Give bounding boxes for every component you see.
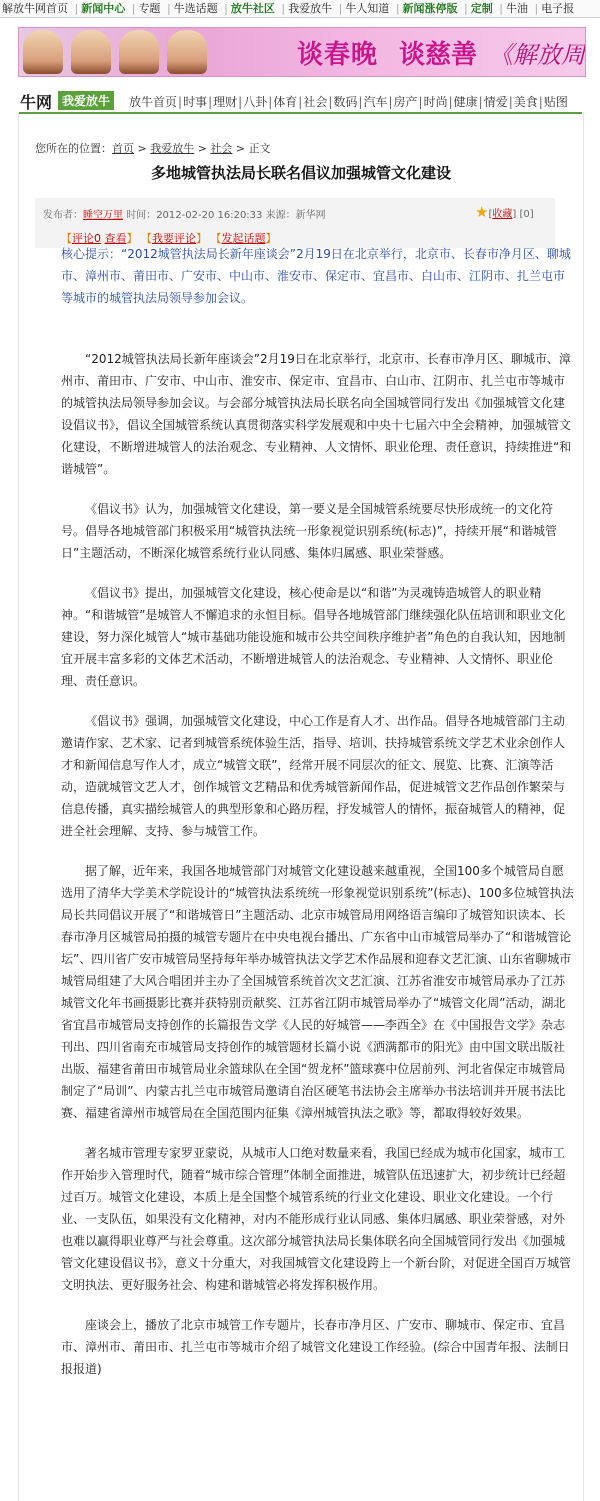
comment-links: 【评论0 查看】 【我要评论】 【发起话题】 — [61, 232, 277, 245]
nav-separator: | — [499, 2, 503, 15]
source-name: 新华网 — [295, 210, 326, 221]
publisher-link[interactable]: 睡空万里 — [83, 210, 123, 221]
channel-menu — [129, 93, 568, 110]
channel-link[interactable]: 美食 — [513, 95, 538, 109]
top-nav-link[interactable]: 新闻中心 — [81, 2, 126, 15]
favorite-count: [0] — [519, 209, 534, 220]
favorite-area: ★[收藏] [0] — [475, 203, 534, 221]
channel-separator: | — [508, 95, 513, 109]
site-logo[interactable]: 牛网 — [20, 93, 53, 112]
channel-separator: | — [208, 95, 213, 109]
source-label: 来源： — [265, 210, 296, 221]
nav-separator: | — [224, 2, 228, 15]
nav-separator: | — [281, 2, 286, 15]
article-paragraph: 据了解，近年来，我国各地城管部门对城管文化建设越来越重视，全国100多个城管局自愿选用了清华大学美术学院设计的“城管执法系统统一形象视觉识别系统”(标志)、100多位城管执法局长共同倡议开展了“和谐城管日”主题活动、北京市城管局用网络语言编印了城管知识读本、长春市净月区城管局拍摄的城管专题片在中央电视台播出、广东省中山市城管局举办了“和谐城管论坛”、四川省广安市城管局坚持每年举办城管执法文学艺术作品展和迎春文艺汇演、山东省聊城市城管局组建了大风合唱团并主办了全国城管系统首次文艺汇演、江苏省淮安市城管局承办了江苏城管文化年书画摄影比赛并获特别贡献奖、江苏省江阴市城管局举办了“城管文化周”活动，湖北省宜昌市城管局支持创作的长篇报告文学《人民的好城管——李西全》在《中国报告文学》杂志刊出、四川省南充市城管局支持创作的城管题材长篇小说《洒满都市的阳光》由中国文联出版社出版、福建省莆田市城管局业余篮球队在全国“贺龙杯”篮球赛中位居前列、河北省保定市城管局制定了“局训”、内蒙古扎兰屯市城管局邀请自治区硬笔书法协会主席举办书法培训并开展书法比赛、福建省漳州市城管局在全国范围内征集《漳州城管执法之歌》等，都取得较好效果。 — [61, 864, 574, 1120]
nav-separator: | — [464, 2, 468, 15]
summary-text: 核心提示：“2012城管执法局长新年座谈会”2月19日在北京举行，北京市、长春市净月区、聊城市、漳州市、莆田市、广安市、中山市、淮安市、保定市、宜昌市、白山市、江阴市、扎兰屯市等城市的城管执法局领导参加会议。 — [61, 247, 571, 305]
start-topic-link[interactable]: 发起话题 — [221, 232, 266, 245]
channel-separator: | — [418, 95, 423, 109]
write-comment-link[interactable]: 我要评论 — [152, 232, 196, 245]
top-nav-link[interactable]: 牛人知道 — [345, 2, 390, 15]
channel-link[interactable]: 体育 — [273, 95, 298, 109]
channel-separator: | — [328, 95, 333, 109]
nav-separator: | — [74, 2, 79, 15]
banner-portraits — [23, 28, 219, 76]
publisher-label: 发布者： — [43, 210, 83, 221]
channel-link[interactable]: 社会 — [303, 95, 328, 109]
article-summary — [61, 243, 571, 309]
channel-link[interactable]: 健康 — [453, 95, 478, 109]
top-nav-link[interactable]: 放牛社区 — [230, 2, 275, 15]
article-paragraph: 《倡议书》认为，加强城管文化建设，第一要义是全国城管系统要尽快形成统一的文化符号。倡导各地城管部门积极采用“城管执法统一形象视觉识别系统(标志)”，持续开展“和谐城管日”主题活动，不断深化城管系统行业认同感、集体归属感、职业荣誉感。 — [61, 502, 558, 560]
channel-link[interactable]: 八卦 — [243, 95, 268, 109]
article-paragraph: “2012城管执法局长新年座谈会”2月19日在北京举行，北京市、长春市净月区、聊城市、漳州市、莆田市、广安市、中山市、淮安市、保定市、宜昌市、白山市、江阴市、扎兰屯市等城市的城管执法局领导参加会议。与会部分城管执法局长联名向全国城管同行发出《加强城管文化建设倡议书》，倡议全国城管系统认真贯彻落实科学发展观和中央十七届六中全会精神，加强城管文化建设，不断增进城管人的法治观念、专业精神、人文情怀、职业伦理、责任意识，持续推进“和谐城管”。 — [61, 352, 572, 476]
channel-link[interactable]: 放牛首页 — [129, 95, 178, 109]
channel-separator: | — [238, 95, 243, 109]
article-title: 多地城管执法局长联名倡议加强城管文化建设 — [150, 164, 451, 182]
nav-separator: | — [131, 2, 136, 15]
channel-link[interactable]: 汽车 — [363, 95, 388, 109]
top-nav-link[interactable]: 牛选话题 — [173, 2, 218, 15]
channel-link[interactable]: 数码 — [333, 95, 358, 109]
article-body — [61, 348, 575, 1398]
channel-link[interactable]: 房产 — [393, 95, 418, 109]
meta-line — [43, 206, 326, 221]
time-label: 时间： — [126, 210, 157, 221]
banner-text-weekend: 《解放周 — [489, 41, 585, 69]
article-paragraph: 《倡议书》提出，加强城管文化建设，核心使命是以“和谐”为灵魂铸造城管人的职业精神。“和谐城管”是城管人不懈追求的永恒目标。倡导各地城管部门继续强化队伍培训和职业文化建设，努力深化城管人“城市基础功能设施和城市公共空间秩序维护者”角色的自我认知，因地制宜开展丰富多彩的文体艺术活动，不断增进城管人的法治观念、专业精神、人文情怀、职业伦理、责任意识。 — [61, 586, 566, 688]
view-comments-link[interactable]: 查看 — [104, 232, 127, 245]
channel-bar — [18, 88, 582, 114]
top-nav-link[interactable]: 定制 — [470, 2, 493, 15]
channel-link[interactable]: 情爱 — [483, 95, 508, 109]
top-nav-link[interactable]: 电子报 — [541, 2, 575, 15]
channel-separator: | — [478, 95, 483, 109]
top-nav-link[interactable]: 牛油 — [505, 2, 528, 15]
top-nav-bar — [0, 0, 600, 18]
article-paragraph: 座谈会上，播放了北京市城管工作专题片，长春市净月区、广安市、聊城市、保定市、宜昌市、漳州市、莆田市、扎兰屯市等城市介绍了城管文化建设工作经验。(综合中国青年报、法制日报报道) — [61, 1318, 570, 1376]
nav-separator: | — [166, 2, 171, 15]
channel-separator: | — [178, 95, 183, 109]
breadcrumb-separator: > — [232, 142, 249, 155]
channel-link[interactable]: 时事 — [183, 95, 208, 109]
channel-link[interactable]: 理财 — [213, 95, 238, 109]
nav-separator: | — [338, 2, 343, 15]
portrait-image — [119, 30, 159, 74]
article-meta-box — [35, 198, 555, 248]
channel-separator: | — [388, 95, 393, 109]
ad-banner[interactable] — [18, 27, 586, 77]
article-paragraph: 著名城市管理专家罗亚蒙说，从城市人口绝对数量来看，我国已经成为城市化国家，城市工作开始步入管理时代，随着“城市综合管理”体制全面推进，城管队伍迅速扩大，初步统计已经超过百万。城管文化建设，本质上是全国整个城管系统的行业文化建设、职业文化建设。一个行业、一支队伍，如果没有文化精神，对内不能形成行业认同感、集体归属感、职业荣誉感，对外也难以赢得职业尊严与社会尊重。这次部分城管执法局长集体联名向全国城管同行发出《加强城管文化建设倡议书》，意义十分重大，对我国城管文化建设跨上一个新台阶，对促进全国百万城管文明执法、更好服务社会、构建和谐城管必将发挥积极作用。 — [61, 1146, 572, 1292]
article-paragraph: 《倡议书》强调，加强城管文化建设，中心工作是育人才、出作品。倡导各地城管部门主动邀请作家、艺术家、记者到城管系统体验生活，指导、培训、扶持城管系统文学艺术业余创作人才和新闻信息写作人才，成立“城管文联”，经常开展不同层次的征文、展览、比赛、汇演等活动，造就城管文艺人才，创作城管文艺精品和优秀城管新闻作品，促进城管文艺作品创作繁荣与信息传播，真实描绘城管人的典型形象和心路历程，抒发城管人的情怀，振奋城管人的精神，促进全社会理解、支持、参与城管工作。 — [61, 714, 566, 838]
channel-logo[interactable]: 我爱放牛 — [58, 91, 114, 110]
top-nav-link[interactable]: 专题 — [138, 2, 161, 15]
channel-separator: | — [358, 95, 363, 109]
channel-separator: | — [538, 95, 543, 109]
breadcrumb-separator: > — [194, 142, 211, 155]
nav-separator: | — [534, 2, 539, 15]
top-nav-link[interactable]: 解放牛网首页 — [2, 2, 68, 15]
breadcrumb-section-link[interactable]: 社会 — [210, 142, 233, 155]
publish-time: 2012-02-20 16:20:33 — [156, 210, 263, 221]
channel-separator: | — [268, 95, 273, 109]
top-nav-link[interactable]: 我爱放牛 — [288, 2, 333, 15]
channel-separator: | — [298, 95, 303, 109]
breadcrumb-current: 正文 — [248, 142, 271, 155]
article-container — [18, 112, 584, 1501]
breadcrumb-home-link[interactable]: 首页 — [112, 142, 134, 155]
favorite-link[interactable]: 收藏 — [492, 209, 513, 220]
channel-link[interactable]: 贴图 — [543, 95, 568, 109]
channel-link[interactable]: 时尚 — [423, 95, 448, 109]
top-nav-link[interactable]: 新闻涨停版 — [402, 2, 458, 15]
breadcrumb-separator: > — [134, 142, 151, 155]
breadcrumb — [35, 140, 271, 156]
portrait-image — [71, 30, 111, 74]
breadcrumb-channel-link[interactable]: 我爱放牛 — [150, 142, 195, 155]
channel-separator: | — [448, 95, 453, 109]
nav-separator: | — [395, 2, 400, 15]
banner-text-spring-gala: 谈春晚 — [297, 40, 379, 70]
portrait-image — [167, 30, 207, 74]
breadcrumb-prefix: 您所在的位置： — [35, 142, 112, 155]
star-icon[interactable]: ★ — [475, 203, 489, 221]
portrait-image — [23, 30, 63, 74]
banner-text-charity: 谈慈善 — [399, 40, 478, 70]
comment-count-link[interactable]: 评论0 — [72, 232, 101, 245]
